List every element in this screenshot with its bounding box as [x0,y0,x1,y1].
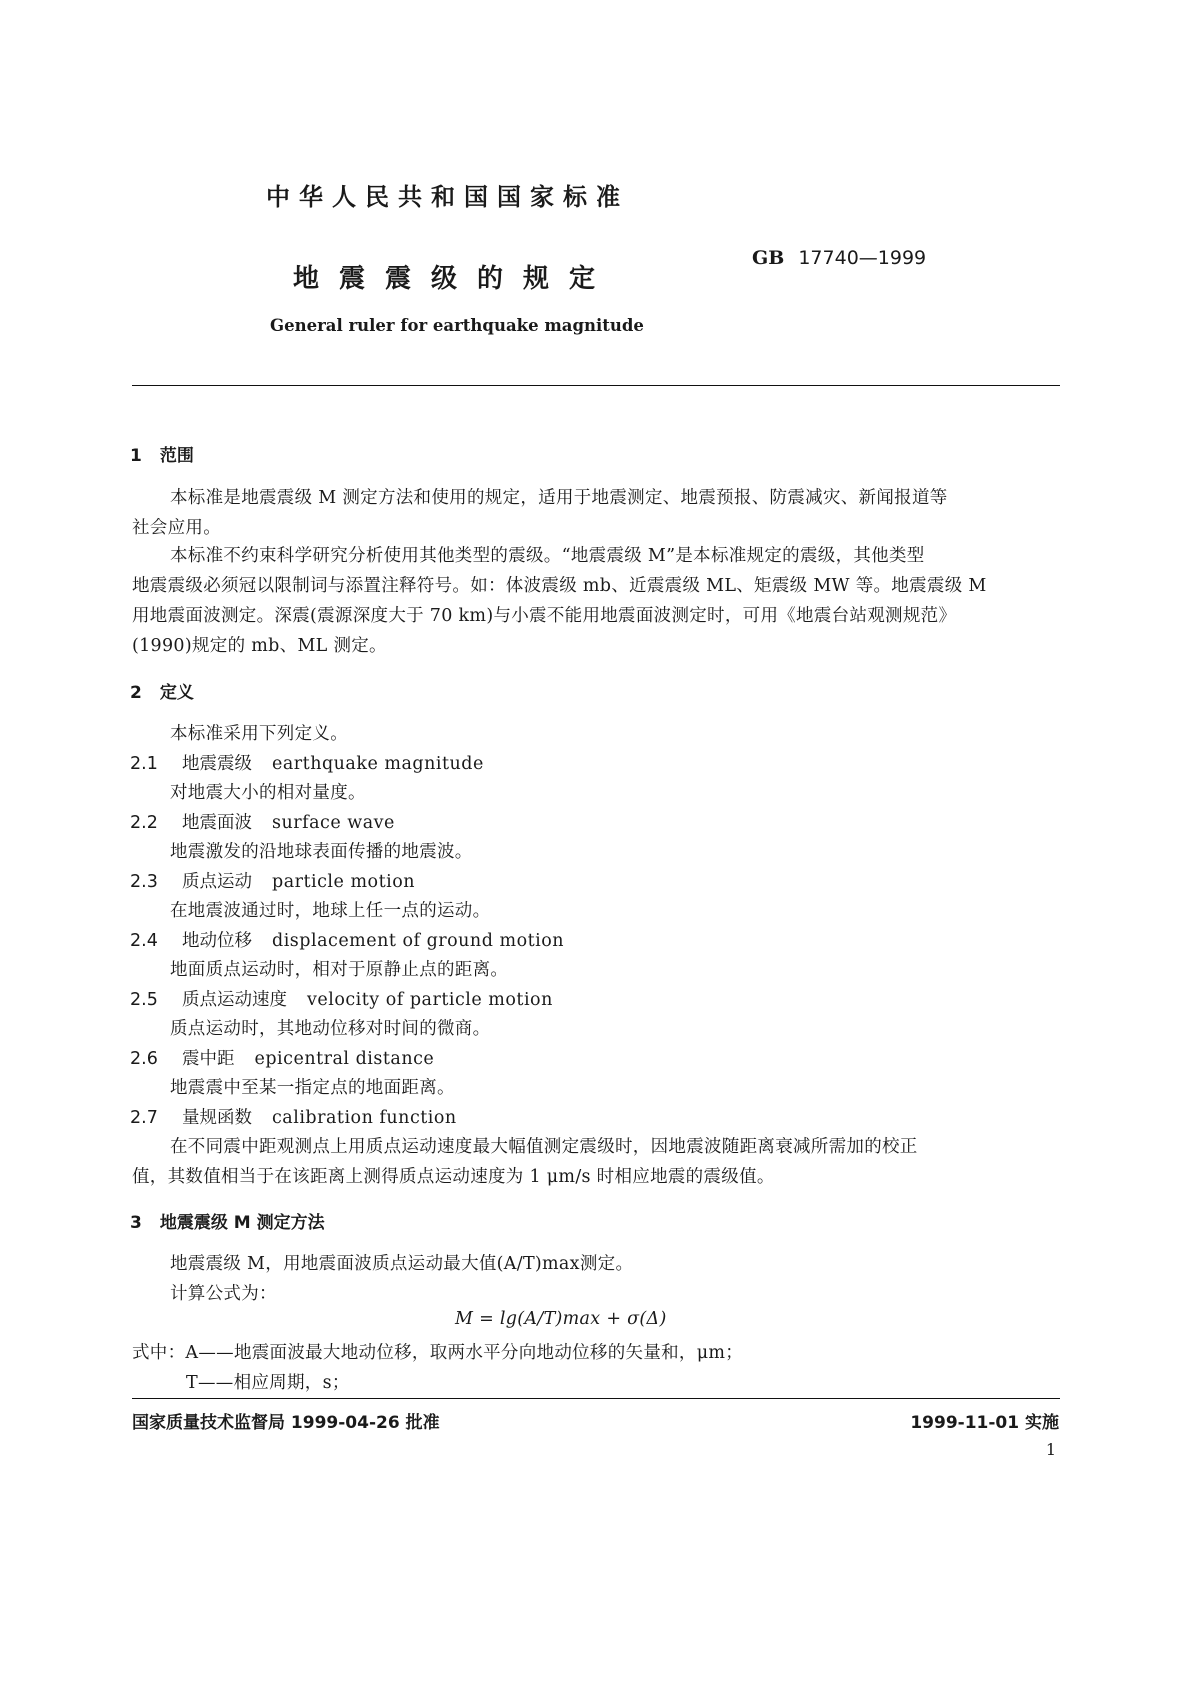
definition-2-3-desc: 在地震波通过时，地球上任一点的运动。 [170,901,491,921]
section-1-paragraph-2-line-2: 地震震级必须冠以限制词与添置注释符号。如：体波震级 mb、近震震级 ML、矩震级 MW 等。地震震级 M [132,576,987,596]
section-1-heading: 1 范围 [130,446,194,466]
definition-2-7-desc-line-1: 在不同震中距观测点上用质点运动速度最大幅值测定震级时，因地震波随距离衰减所需加的校正 [170,1137,918,1157]
standard-code [752,247,926,269]
definition-2-1: 2.1 地震震级 earthquake magnitude [130,754,484,774]
section-1-paragraph-2-line-3: 用地震面波测定。深震(震源深度大于 70 km)与小震不能用地震面波测定时，可用《地震台站观测规范》 [132,606,957,626]
definition-2-6-desc: 地震震中至某一指定点的地面距离。 [170,1078,455,1098]
code-number: 17740—1999 [798,247,927,269]
definition-2-2-desc: 地震激发的沿地球表面传播的地震波。 [170,842,473,862]
header-divider [132,385,1060,386]
section-2-intro: 本标准采用下列定义。 [170,724,348,744]
definition-2-5: 2.5 质点运动速度 velocity of particle motion [130,990,553,1010]
footer-divider [132,1398,1060,1399]
code-prefix: GB [752,247,785,269]
section-3-line-1: 地震震级 M，用地震面波质点运动最大值(A/T)max测定。 [170,1254,634,1274]
section-2-heading: 2 定义 [130,683,194,703]
magnitude-formula: M = lg(A/T)max + σ(Δ) [455,1309,667,1329]
page-number: 1 [1045,1440,1056,1459]
definition-2-5-desc: 质点运动时，其地动位移对时间的微商。 [170,1019,491,1039]
formula-where-t: T——相应周期，s； [186,1373,350,1393]
definition-2-4: 2.4 地动位移 displacement of ground motion [130,931,565,951]
document-title-en: General ruler for earthquake magnitude [270,316,644,335]
formula-where-a: 式中：A——地震面波最大地动位移，取两水平分向地动位移的矢量和，μm； [132,1343,744,1363]
section-1-paragraph-2-line-4: (1990)规定的 mb、ML 测定。 [132,636,387,656]
definition-2-1-desc: 对地震大小的相对量度。 [170,783,366,803]
section-1-paragraph-2-line-1: 本标准不约束科学研究分析使用其他类型的震级。“地震震级 M”是本标准规定的震级，其他类型 [170,546,925,566]
definition-2-7-desc-line-2: 值，其数值相当于在该距离上测得质点运动速度为 1 μm/s 时相应地震的震级值。 [132,1167,775,1187]
definition-2-7: 2.7 量规函数 calibration function [130,1108,457,1128]
definition-2-4-desc: 地面质点运动时，相对于原静止点的距离。 [170,960,509,980]
definition-2-2: 2.2 地震面波 surface wave [130,813,395,833]
effective-date: 1999-11-01 实施 [910,1413,1059,1433]
country-standard-title: 中华人民共和国国家标准 [266,183,629,211]
definition-2-3: 2.3 质点运动 particle motion [130,872,416,892]
document-title-cn: 地震震级的规定 [293,264,616,294]
definition-2-6: 2.6 震中距 epicentral distance [130,1049,435,1069]
approval-line: 国家质量技术监督局 1999-04-26 批准 [132,1413,440,1433]
section-3-line-2: 计算公式为： [170,1284,277,1304]
section-1-paragraph-1-line-1: 本标准是地震震级 M 测定方法和使用的规定，适用于地震测定、地震预报、防震减灾、新闻报道等 [170,488,948,508]
section-1-paragraph-1-line-2: 社会应用。 [132,518,221,538]
section-3-heading: 3 地震震级 M 测定方法 [130,1213,325,1233]
